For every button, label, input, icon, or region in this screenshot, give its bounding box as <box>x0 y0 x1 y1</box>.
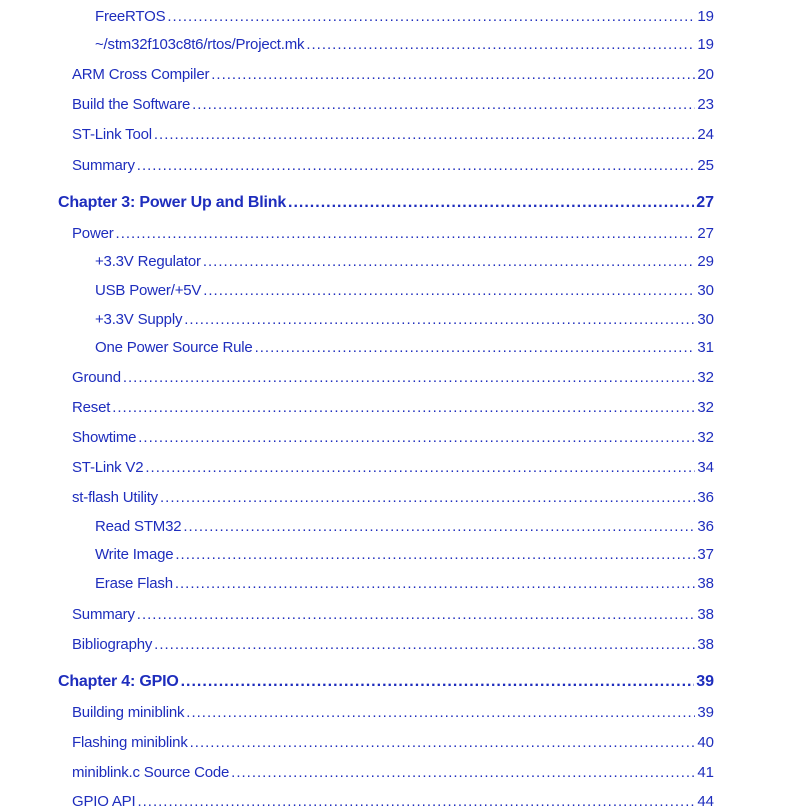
toc-entry-title: Summary <box>72 157 135 174</box>
toc-entry-one-power-source-rule[interactable] <box>95 339 714 357</box>
toc-entry-summary[interactable] <box>72 157 714 175</box>
toc-entry-summary-2[interactable] <box>72 606 714 624</box>
toc-entry-page: 23 <box>697 96 714 113</box>
toc-entry-page: 19 <box>697 36 714 53</box>
toc-entry-project-mk[interactable] <box>95 36 714 54</box>
toc-entry-title: Read STM32 <box>95 518 182 535</box>
toc-entry-page: 40 <box>697 734 714 751</box>
toc-entry-page: 30 <box>697 311 714 328</box>
toc-entry-page: 20 <box>697 66 714 83</box>
toc-entry-title: Reset <box>72 399 111 416</box>
toc-chapter-4[interactable] <box>58 673 714 691</box>
toc-entry-title: Flashing miniblink <box>72 734 188 751</box>
dot-leader <box>255 339 696 357</box>
toc-entry-title: GPIO API <box>72 793 136 810</box>
toc-entry-3v3-regulator[interactable] <box>95 253 714 271</box>
toc-entry-title: Building miniblink <box>72 704 185 721</box>
dot-leader <box>123 369 695 387</box>
toc-entry-page: 32 <box>697 399 714 416</box>
toc-entry-title: Power <box>72 225 114 242</box>
toc-chapter-title: Chapter 3: Power Up and Blink <box>58 194 287 211</box>
dot-leader <box>175 575 695 593</box>
toc-entry-title: USB Power/+5V <box>95 282 202 299</box>
toc-entry-erase-flash[interactable] <box>95 575 714 593</box>
toc-entry-st-link-tool[interactable] <box>72 126 714 144</box>
toc-entry-title: miniblink.c Source Code <box>72 764 230 781</box>
toc-entry-read-stm32[interactable] <box>95 518 714 536</box>
dot-leader <box>203 282 695 300</box>
toc-entry-write-image[interactable] <box>95 546 714 564</box>
toc-entry-build-the-software[interactable] <box>72 96 714 114</box>
toc-entry-3v3-supply[interactable] <box>95 311 714 329</box>
toc-entry-page: 24 <box>697 126 714 143</box>
toc-entry-title: ST-Link Tool <box>72 126 152 143</box>
dot-leader <box>186 704 695 722</box>
toc-entry-title: Summary <box>72 606 135 623</box>
dot-leader <box>184 311 695 329</box>
toc-entry-page: 36 <box>697 489 714 506</box>
toc-entry-page: 39 <box>697 704 714 721</box>
dot-leader <box>211 66 695 84</box>
dot-leader <box>116 225 696 243</box>
toc-entry-page: 27 <box>697 225 714 242</box>
toc-entry-page: 32 <box>697 369 714 386</box>
toc-entry-usb-power[interactable] <box>95 282 714 300</box>
dot-leader <box>288 194 694 212</box>
dot-leader <box>306 36 695 54</box>
dot-leader <box>167 8 695 26</box>
toc-entry-page: 34 <box>697 459 714 476</box>
toc-chapter-page: 39 <box>696 673 714 690</box>
toc-entry-title: Ground <box>72 369 121 386</box>
toc-entry-page: 44 <box>697 793 714 810</box>
toc-entry-title: ARM Cross Compiler <box>72 66 210 83</box>
dot-leader <box>137 606 696 624</box>
toc-entry-title: Write Image <box>95 546 174 563</box>
toc-entry-page: 36 <box>697 518 714 535</box>
dot-leader <box>175 546 695 564</box>
toc-entry-page: 19 <box>697 8 714 25</box>
dot-leader <box>138 429 695 447</box>
toc-entry-bibliography[interactable] <box>72 636 714 654</box>
toc-entry-page: 38 <box>697 575 714 592</box>
dot-leader <box>112 399 695 417</box>
toc-chapter-title: Chapter 4: GPIO <box>58 673 179 690</box>
dot-leader <box>160 489 695 507</box>
toc-entry-page: 30 <box>697 282 714 299</box>
toc-entry-page: 31 <box>697 339 714 356</box>
toc-entry-page: 32 <box>697 429 714 446</box>
toc-entry-ground[interactable] <box>72 369 714 387</box>
toc-entry-title: Showtime <box>72 429 137 446</box>
dot-leader <box>203 253 695 271</box>
toc-entry-page: 38 <box>697 636 714 653</box>
dot-leader <box>192 96 695 114</box>
toc-entry-title: One Power Source Rule <box>95 339 253 356</box>
dot-leader <box>181 673 695 691</box>
toc-entry-page: 25 <box>697 157 714 174</box>
toc-entry-page: 37 <box>697 546 714 563</box>
dot-leader <box>231 764 695 782</box>
toc-entry-power[interactable] <box>72 225 714 243</box>
toc-entry-gpio-api[interactable] <box>72 793 714 811</box>
dot-leader <box>190 734 696 752</box>
toc-entry-title: Bibliography <box>72 636 153 653</box>
toc-entry-title: +3.3V Regulator <box>95 253 201 270</box>
toc-entry-reset[interactable] <box>72 399 714 417</box>
toc-entry-title: +3.3V Supply <box>95 311 183 328</box>
toc-chapter-3[interactable] <box>58 194 714 212</box>
dot-leader <box>137 793 695 811</box>
toc-entry-title: st-flash Utility <box>72 489 158 506</box>
toc-entry-flashing-miniblink[interactable] <box>72 734 714 752</box>
toc-entry-arm-cross-compiler[interactable] <box>72 66 714 84</box>
toc-entry-title: FreeRTOS <box>95 8 166 25</box>
toc-entry-title: ST-Link V2 <box>72 459 144 476</box>
toc-entry-miniblink-source-code[interactable] <box>72 764 714 782</box>
toc-entry-page: 38 <box>697 606 714 623</box>
dot-leader <box>183 518 695 536</box>
dot-leader <box>154 126 695 144</box>
toc-entry-freertos[interactable] <box>95 8 714 26</box>
toc-entry-st-flash-utility[interactable] <box>72 489 714 507</box>
toc-entry-page: 29 <box>697 253 714 270</box>
toc-chapter-page: 27 <box>696 194 714 211</box>
toc-entry-title: Build the Software <box>72 96 191 113</box>
toc-entry-title: ~/stm32f103c8t6/rtos/Project.mk <box>95 36 305 53</box>
toc-entry-page: 41 <box>697 764 714 781</box>
dot-leader <box>137 157 696 175</box>
toc-entry-building-miniblink[interactable] <box>72 704 714 722</box>
toc-entry-title: Erase Flash <box>95 575 173 592</box>
toc-entry-showtime[interactable] <box>72 429 714 447</box>
dot-leader <box>145 459 695 477</box>
dot-leader <box>154 636 695 654</box>
toc-entry-st-link-v2[interactable] <box>72 459 714 477</box>
